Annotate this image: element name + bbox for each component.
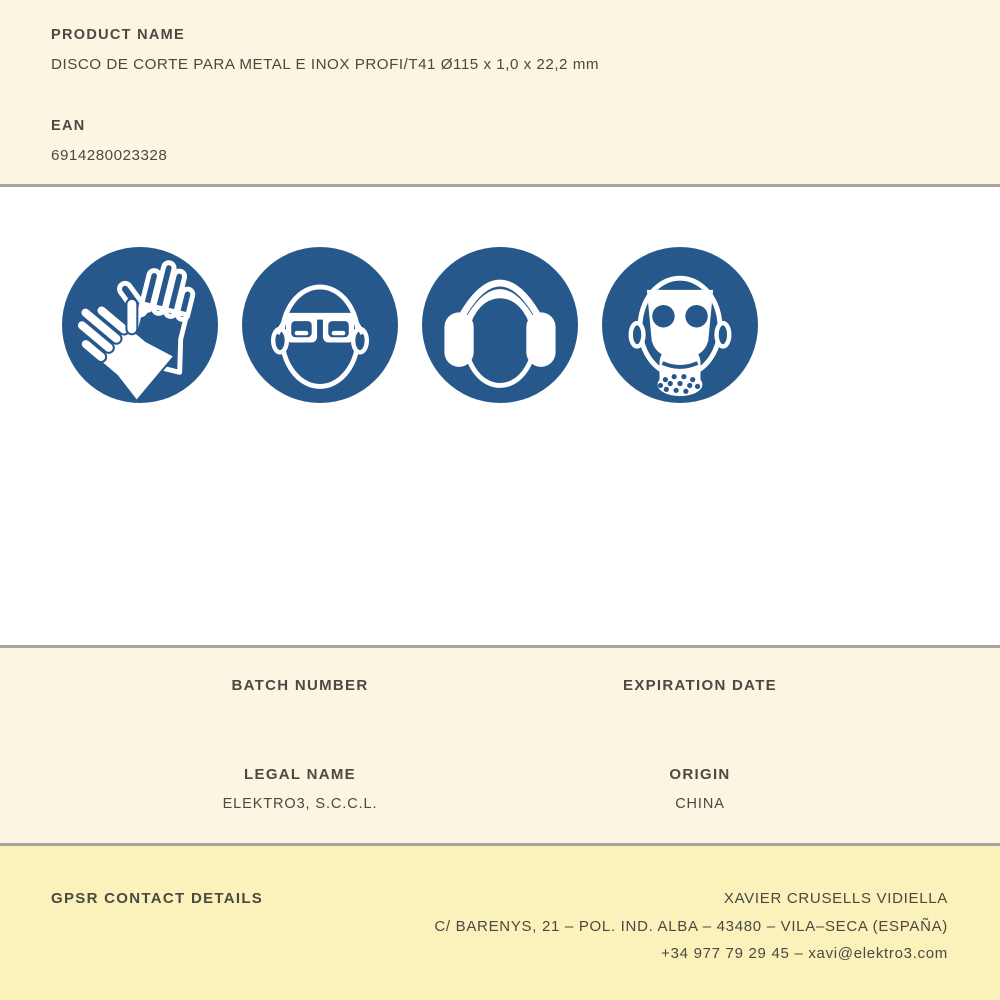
- gpsr-section: [0, 846, 1000, 1000]
- gpsr-label: GPSR CONTACT DETAILS: [51, 890, 264, 907]
- gpsr-contact-name: XAVIER CRUSELLS VIDIELLA: [723, 890, 948, 907]
- product-header-section: [0, 0, 1000, 184]
- wear-ear-protection-icon: [422, 247, 578, 403]
- expiration-date-field: [500, 677, 900, 766]
- expiration-date-label: EXPIRATION DATE: [623, 677, 777, 694]
- gpsr-contact-block: [434, 885, 948, 968]
- wear-eye-protection-icon: [242, 247, 398, 403]
- legal-name-value: ELEKTRO3, S.C.C.L.: [222, 796, 378, 812]
- origin-value: CHINA: [675, 796, 725, 812]
- legal-name-label: LEGAL NAME: [244, 766, 356, 783]
- batch-number-field: [100, 677, 500, 766]
- product-name-field: [51, 27, 949, 74]
- gpsr-phone-email: +34 977 79 29 45 – xavi@elektro3.com: [661, 945, 948, 962]
- wear-protective-gloves-icon: [62, 247, 218, 403]
- origin-label: ORIGIN: [669, 766, 731, 783]
- product-name-value: DISCO DE CORTE PARA METAL E INOX PROFI/T41 Ø115 x 1,0 x 22,2 mm: [51, 56, 600, 73]
- expiration-date-value: [500, 707, 900, 724]
- ean-value: 6914280023328: [51, 147, 168, 164]
- batch-number-value: [100, 707, 500, 724]
- details-section: [0, 648, 1000, 843]
- ean-field: [51, 118, 949, 165]
- gpsr-address: C/ BARENYS, 21 – POL. IND. ALBA – 43480 – VILA–SECA (ESPAÑA): [434, 917, 948, 935]
- ean-label: EAN: [51, 118, 86, 134]
- origin-field: [500, 766, 900, 843]
- legal-name-field: [100, 766, 500, 843]
- wear-respiratory-protection-icon: [602, 247, 758, 403]
- product-name-label: PRODUCT NAME: [51, 27, 186, 43]
- batch-number-label: BATCH NUMBER: [231, 677, 369, 694]
- safety-icons-section: [0, 187, 1000, 645]
